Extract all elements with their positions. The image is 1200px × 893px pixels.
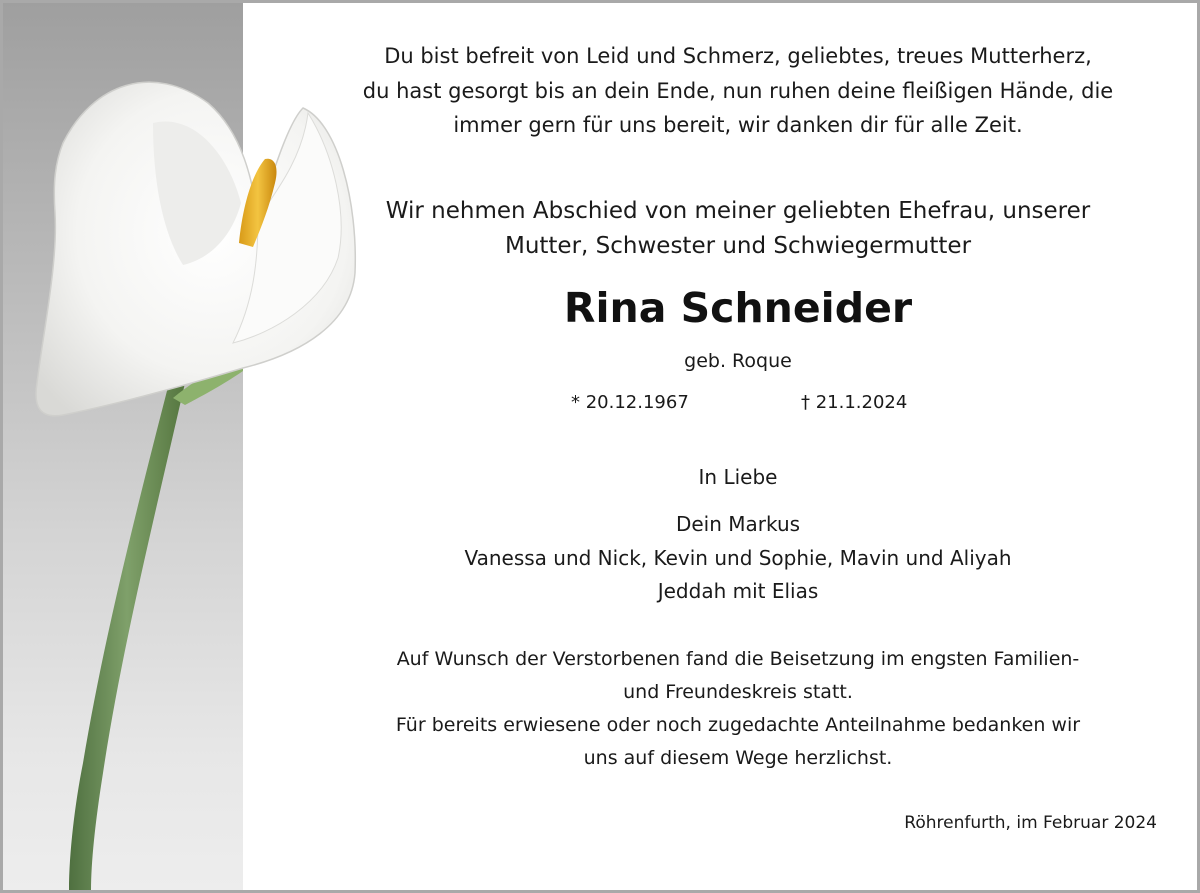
birth-date: * 20.12.1967 — [571, 392, 689, 413]
obituary-text — [303, 3, 1173, 890]
in-love-text: In Liebe — [698, 465, 778, 489]
intro-line-1: Wir nehmen Abschied von meiner geliebten Ehefrau, unserer — [385, 198, 1091, 224]
notice-line-3: Für bereits erwiesene oder noch zugedachte Anteilnahme bedanken wir — [395, 714, 1081, 736]
notice-line-2: und Freundeskreis statt. — [623, 681, 853, 703]
poem-line-1: Du bist befreit von Leid und Schmerz, geliebtes, treues Mutterherz, — [384, 44, 1092, 68]
family-line-3: Jeddah mit Elias — [657, 579, 819, 603]
intro-line-2: Mutter, Schwester und Schwiegermutter — [504, 233, 972, 259]
family-line-2: Vanessa und Nick, Kevin und Sophie, Mavin und Aliyah — [464, 546, 1012, 570]
deceased-name: Rina Schneider — [563, 284, 913, 332]
notice-line-1: Auf Wunsch der Verstorbenen fand die Beisetzung im engsten Familien- — [396, 648, 1080, 670]
poem-line-2: du hast gesorgt bis an dein Ende, nun ruhen deine fleißigen Hände, die — [362, 79, 1114, 103]
place-and-date: Röhrenfurth, im Februar 2024 — [904, 813, 1157, 833]
poem-line-3: immer gern für uns bereit, wir danken dir für alle Zeit. — [453, 113, 1023, 137]
notice-line-4: uns auf diesem Wege herzlichst. — [583, 747, 893, 769]
birth-name: geb. Roque — [684, 350, 792, 372]
family-line-1: Dein Markus — [675, 512, 801, 536]
death-date: † 21.1.2024 — [801, 392, 908, 413]
